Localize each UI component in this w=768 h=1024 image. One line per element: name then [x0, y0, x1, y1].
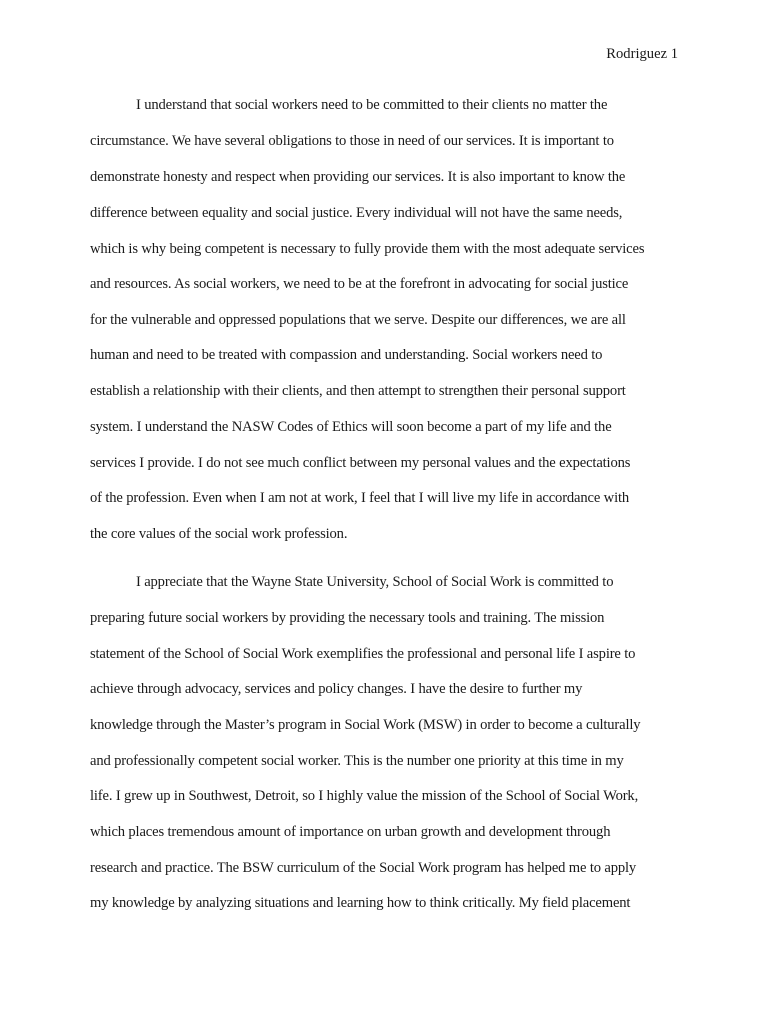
text-line: difference between equality and social justice. Every individual will not have the same needs,	[90, 205, 623, 221]
text-line: for the vulnerable and oppressed populations that we serve. Despite our differences, we are all	[90, 312, 626, 328]
text-line: establish a relationship with their clients, and then attempt to strengthen their personal support	[90, 383, 626, 399]
text-line: achieve through advocacy, services and policy changes. I have the desire to further my	[90, 681, 583, 697]
text-line: knowledge through the Master’s program in Social Work (MSW) in order to become a culturally	[90, 717, 641, 733]
text-line: I understand that social workers need to be committed to their clients no matter the	[136, 97, 608, 113]
text-line: which is why being competent is necessary to fully provide them with the most adequate services	[90, 241, 645, 257]
text-line: circumstance. We have several obligations to those in need of our services. It is important to	[90, 133, 614, 149]
text-line: and professionally competent social worker. This is the number one priority at this time in my	[90, 753, 624, 769]
text-line: my knowledge by analyzing situations and learning how to think critically. My field placement	[90, 895, 631, 911]
text-line: research and practice. The BSW curriculum of the Social Work program has helped me to apply	[90, 860, 637, 876]
text-line: statement of the School of Social Work exemplifies the professional and personal life I aspire to	[90, 646, 636, 662]
text-line: services I provide. I do not see much conflict between my personal values and the expectations	[90, 455, 631, 471]
text-line: of the profession. Even when I am not at work, I feel that I will live my life in accordance with	[90, 490, 630, 506]
text-line: system. I understand the NASW Codes of Ethics will soon become a part of my life and the	[90, 419, 612, 435]
text-line: and resources. As social workers, we need to be at the forefront in advocating for social justice	[90, 276, 629, 292]
text-line: which places tremendous amount of importance on urban growth and development through	[90, 824, 611, 840]
text-line: life. I grew up in Southwest, Detroit, so I highly value the mission of the School of Social Work,	[90, 788, 639, 804]
text-line: preparing future social workers by providing the necessary tools and training. The mission	[90, 610, 605, 626]
running-head: Rodriguez 1	[606, 46, 678, 62]
text-line: the core values of the social work profession.	[90, 526, 348, 542]
text-line: I appreciate that the Wayne State University, School of Social Work is committed to	[136, 574, 614, 590]
text-line: human and need to be treated with compassion and understanding. Social workers need to	[90, 347, 603, 363]
text-line: demonstrate honesty and respect when providing our services. It is also important to know the	[90, 169, 626, 185]
